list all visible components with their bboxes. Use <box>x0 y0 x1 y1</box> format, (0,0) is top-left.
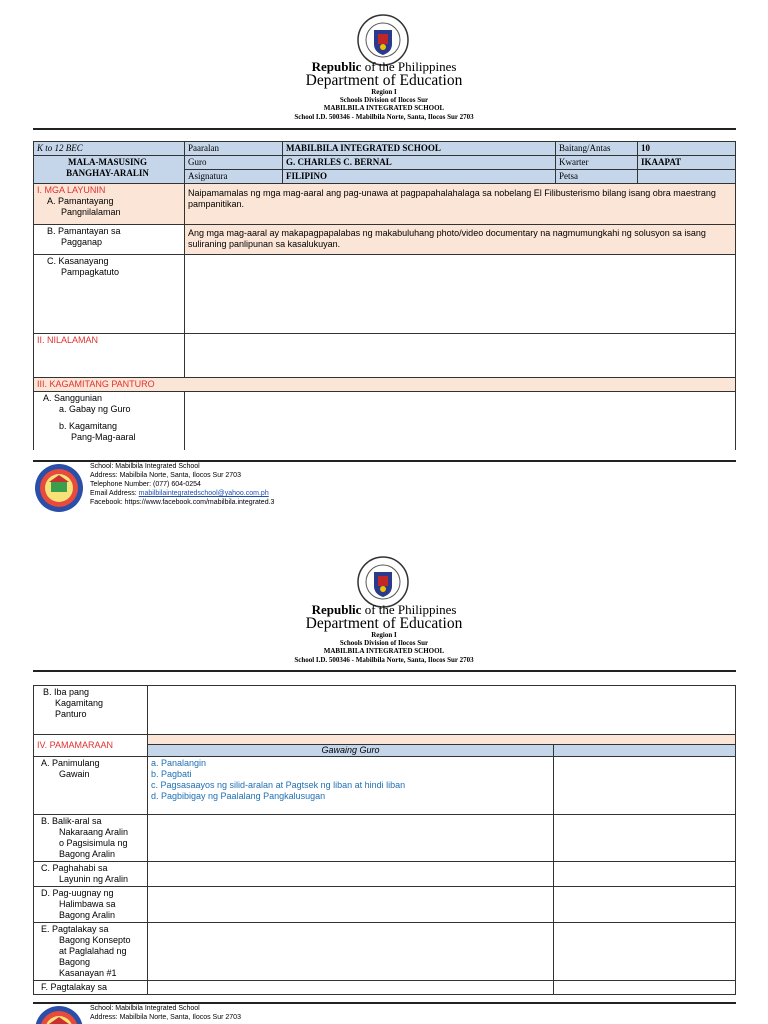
balik-aral-aside[interactable] <box>554 815 736 862</box>
paaralan-value: MABILBILA INTEGRATED SCHOOL <box>283 142 556 156</box>
kasanayang-pampagkatuto-cell[interactable] <box>185 255 736 334</box>
republic-line: Republic of the Philippines <box>311 59 457 74</box>
header-divider <box>33 670 736 672</box>
footer-address: Address: Mabilbila Norte, Santa, Ilocos Sur 2703 <box>90 472 241 479</box>
school-line: MABILBILA INTEGRATED SCHOOL <box>323 104 445 112</box>
footer-email-line: Email Address: mabilbilaintegratedschool@yahoo.com.ph <box>90 490 269 497</box>
pagtalakay-cell[interactable] <box>148 923 554 981</box>
panimulang-gawain-list <box>148 757 554 815</box>
pag-uugnay-aside[interactable] <box>554 887 736 923</box>
kwarter-label: Kwarter <box>556 156 638 170</box>
k12-label: K to 12 BEC <box>34 142 185 156</box>
pamantayang-pangnilalaman-text: Naipamamalas ng mga mag-aaral ang pag-unawa at pagpapahalahalaga sa nobelang El Filibusterismo bilang isang obra maestrang pampanitikan. <box>185 184 736 225</box>
paghahabi-aside[interactable] <box>554 862 736 887</box>
asignatura-label: Asignatura <box>185 170 283 184</box>
pan-item: b. Pagbati <box>151 769 192 779</box>
gawaing-guro-header <box>148 735 736 757</box>
kasanayang-pampagkatuto-label: C. Kasanayang Pampagkatuto <box>34 255 185 334</box>
panimulang-gawain-label: A. Panimulang Gawain <box>34 757 148 815</box>
iba-pang-kagamitang-cell[interactable] <box>148 686 736 735</box>
school-line: MABILBILA INTEGRATED SCHOOL <box>323 647 445 655</box>
school-id-line: School I.D. 500346 - Mabilbila Norte, Santa, Ilocos Sur 2703 <box>294 656 474 664</box>
header-divider <box>33 128 736 130</box>
pan-item: d. Pagbibigay ng Paalalang Pangkalusugan <box>151 791 326 801</box>
footer-school: School: Mabilbila Integrated School <box>90 1005 200 1012</box>
plan-title: MALA-MASUSING BANGHAY-ARALIN <box>34 156 185 184</box>
pagtalakay-f-cell[interactable] <box>148 981 554 995</box>
footer-contact <box>90 462 274 507</box>
section-pamamaraan: IV. PAMAMARAAN <box>34 735 148 757</box>
lesson-plan-table-page1 <box>33 141 736 450</box>
pamantayan-sa-pagganap-text: Ang mga mag-aaral ay makapagpapalabas ng makabuluhang photo/video documentary na nagmumungkahi ng solusyon sa isang suliraning panlipunan sa kasalukuyan. <box>185 225 736 255</box>
pan-item: c. Pagsasaayos ng silid-aralan at Pagtsek ng liban at hindi liban <box>151 780 406 790</box>
footer-telephone: Telephone Number: (077) 604-0254 <box>90 481 201 488</box>
gawaing-guro-label: Gawaing Guro <box>148 745 554 756</box>
pag-uugnay-label: D. Pag-uugnay ng Halimbawa sa Bagong Aralin <box>34 887 148 923</box>
footer-facebook[interactable]: Facebook: https://www.facebook.com/mabilbila.integrated.3 <box>90 499 275 506</box>
school-logo-icon <box>34 463 84 513</box>
school-id-line: School I.D. 500346 - Mabilbila Norte, Santa, Ilocos Sur 2703 <box>294 113 474 121</box>
footer-contact <box>90 1004 241 1022</box>
paghahabi-cell[interactable] <box>148 862 554 887</box>
footer-address: Address: Mabilbila Norte, Santa, Ilocos Sur 2703 <box>90 1014 241 1021</box>
section-mga-layunin: I. MGA LAYUNIN <box>37 185 106 195</box>
paaralan-label: Paaralan <box>185 142 283 156</box>
division-line: Schools Division of Ilocos Sur <box>339 639 429 647</box>
asignatura-value: FILIPINO <box>283 170 556 184</box>
baitang-value: 10 <box>638 142 736 156</box>
baitang-label: Baitang/Antas <box>556 142 638 156</box>
pagtalakay-f-aside[interactable] <box>554 981 736 995</box>
section-kagamitang-panturo: III. KAGAMITANG PANTURO <box>34 378 736 392</box>
region-line: Region I <box>371 631 397 639</box>
balik-aral-cell[interactable] <box>148 815 554 862</box>
iba-pang-kagamitang-label: B. Iba pang Kagamitang Panturo <box>34 686 148 735</box>
school-logo-icon <box>34 1005 84 1024</box>
pagtalakay-label: E. Pagtalakay sa Bagong Konsepto at Paglalahad ng Bagong Kasanayan #1 <box>34 923 148 981</box>
petsa-value <box>638 170 736 184</box>
paghahabi-label: C. Paghahabi sa Layunin ng Aralin <box>34 862 148 887</box>
petsa-label: Petsa <box>556 170 638 184</box>
sanggunian-cell[interactable] <box>185 392 736 450</box>
sanggunian-label: A. Sanggunian a. Gabay ng Guro b. Kagamitang Pang-Mag-aaral <box>34 392 185 450</box>
guro-label: Guro <box>185 156 283 170</box>
kwarter-value: IKAAPAT <box>638 156 736 170</box>
section-nilalaman: II. NILALAMAN <box>34 334 185 378</box>
department-title: Department of Education <box>305 72 463 89</box>
lesson-plan-table-page2 <box>33 685 736 995</box>
division-line: Schools Division of Ilocos Sur <box>339 96 429 104</box>
pagtalakay-f-label: F. Pagtalakay sa <box>34 981 148 995</box>
pan-item: a. Panalangin <box>151 758 207 768</box>
pag-uugnay-cell[interactable] <box>148 887 554 923</box>
pamantayang-pangnilalaman-label: I. MGA LAYUNIN A. Pamantayang Pangnilalaman <box>34 184 185 225</box>
deped-seal-icon <box>357 556 409 608</box>
balik-aral-label: B. Balik-aral sa Nakaraang Aralin o Pagsisimula ng Bagong Aralin <box>34 815 148 862</box>
guro-value: G. CHARLES C. BERNAL <box>283 156 556 170</box>
pagtalakay-aside[interactable] <box>554 923 736 981</box>
department-title: Department of Education <box>305 615 463 632</box>
republic-line: Republic of the Philippines <box>311 602 457 617</box>
panimulang-gawain-aside[interactable] <box>554 757 736 815</box>
nilalaman-cell[interactable] <box>185 334 736 378</box>
region-line: Region I <box>371 88 397 96</box>
email-link[interactable]: mabilbilaintegratedschool@yahoo.com.ph <box>138 490 269 497</box>
footer-school: School: Mabilbila Integrated School <box>90 463 200 470</box>
pamantayan-sa-pagganap-label: B. Pamantayan sa Pagganap <box>34 225 185 255</box>
